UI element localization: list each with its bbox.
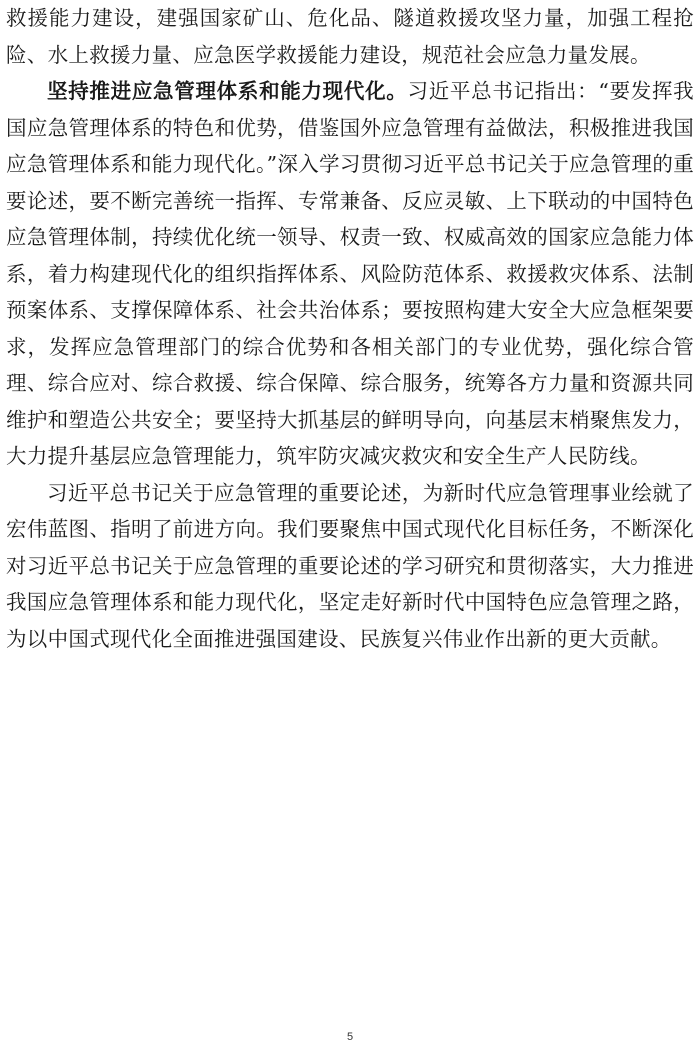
body-text <box>6 0 694 657</box>
paragraph-text: 习近平总书记关于应急管理的重要论述，为新时代应急管理事业绘就了宏伟蓝图、指明了前进方向。我们要聚焦中国式现代化目标任务，不断深化对习近平总书记关于应急管理的重要论述的学习研究和贯彻落实，大力推进我国应急管理体系和能力现代化，坚定走好新时代中国特色应急管理之路，为以中国式现代化全面推进强国建设、民族复兴伟业作出新的更大贡献。 <box>6 480 694 651</box>
paragraph-lead-heading: 坚持推进应急管理体系和能力现代化。 <box>47 79 408 103</box>
paragraph-conclusion <box>6 475 694 658</box>
page-number: 5 <box>346 1031 354 1043</box>
paragraph-modernization <box>6 73 694 475</box>
paragraph-text: 习近平总书记指出：“要发挥我国应急管理体系的特色和优势，借鉴国外应急管理有益做法，积极推进我国应急管理体系和能力现代化。”深入学习贯彻习近平总书记关于应急管理的重要论述，要不断完善统一指挥、专常兼备、反应灵敏、上下联动的中国特色应急管理体制，持续优化统一领导、权责一致、权威高效的国家应急能力体系，着力构建现代化的组织指挥体系、风险防范体系、救援救灾体系、法制预案体系、支撑保障体系、社会共治体系；要按照构建大安全大应急框架要求，发挥应急管理部门的综合优势和各相关部门的专业优势，强化综合管理、综合应对、综合救援、综合保障、综合服务，统筹各方力量和资源共同维护和塑造公共安全；要坚持大抓基层的鲜明导向，向基层末梢聚焦发力，大力提升基层应急管理能力，筑牢防灾减灾救灾和安全生产人民防线。 <box>6 79 694 468</box>
paragraph-text: 救援能力建设，建强国家矿山、危化品、隧道救援攻坚力量，加强工程抢险、水上救援力量、应急医学救援能力建设，规范社会应急力量发展。 <box>6 6 694 67</box>
paragraph-continued <box>6 0 694 73</box>
